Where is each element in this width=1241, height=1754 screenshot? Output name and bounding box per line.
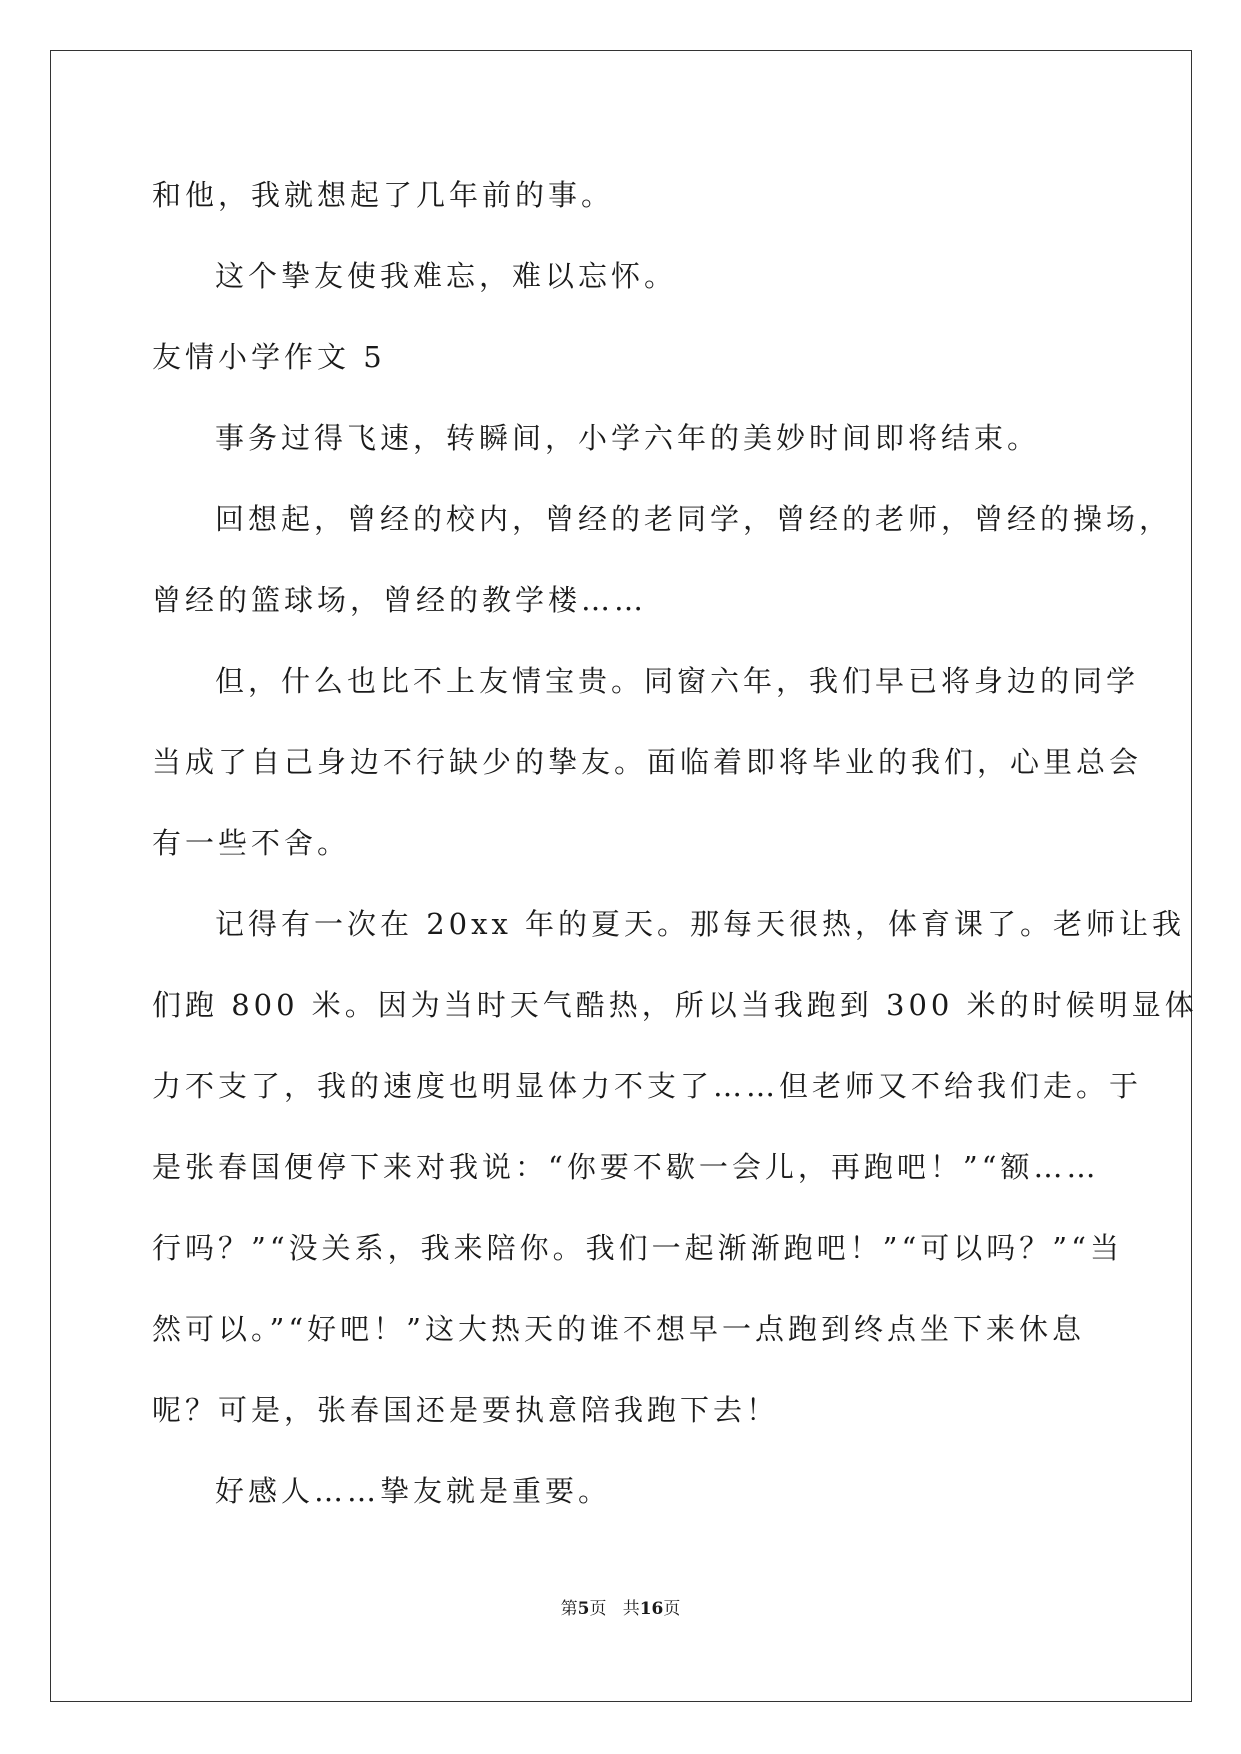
footer-total-prefix: 共 (622, 1599, 640, 1619)
page-number: 5 (577, 1599, 590, 1619)
text-line: 然可以。”“好吧！”这大热天的谁不想早一点跑到终点坐下来休息 (152, 1312, 1085, 1346)
text-line: 好感人……挚友就是重要。 (215, 1474, 612, 1508)
text-line: 有一些不舍。 (152, 826, 351, 860)
text-line: 但，什么也比不上友情宝贵。同窗六年，我们早已将身边的同学 (215, 664, 1140, 698)
footer-prefix: 第 (560, 1599, 578, 1619)
text-line: 力不支了，我的速度也明显体力不支了……但老师又不给我们走。于 (152, 1069, 1143, 1103)
text-line: 曾经的篮球场，曾经的教学楼…… (152, 583, 648, 617)
text-line: 和他，我就想起了几年前的事。 (152, 178, 615, 212)
footer-total-suffix: 页 (663, 1599, 681, 1619)
text-line: 呢？可是，张春国还是要执意陪我跑下去！ (152, 1393, 780, 1427)
document-body (152, 155, 1198, 1532)
text-line: 事务过得飞速，转瞬间，小学六年的美妙时间即将结束。 (215, 421, 1041, 455)
text-line: 这个挚友使我难忘，难以忘怀。 (215, 259, 678, 293)
page-footer (0, 1599, 1241, 1619)
total-pages: 16 (639, 1599, 664, 1619)
section-heading: 友情小学作文 5 (152, 340, 386, 374)
text-line: 是张春国便停下来对我说：“你要不歇一会儿，再跑吧！”“额…… (152, 1150, 1100, 1184)
text-line: 记得有一次在 20xx 年的夏天。那每天很热，体育课了。老师让我 (215, 907, 1186, 941)
text-line: 当成了自己身边不行缺少的挚友。面临着即将毕业的我们，心里总会 (152, 745, 1143, 779)
text-line: 回想起，曾经的校内，曾经的老同学，曾经的老师，曾经的操场， (215, 502, 1173, 536)
footer-page-suffix: 页 (589, 1599, 607, 1619)
text-line: 行吗？”“没关系，我来陪你。我们一起渐渐跑吧！”“可以吗？”“当 (152, 1231, 1123, 1265)
text-line: 们跑 800 米。因为当时天气酷热，所以当我跑到 300 米的时候明显体 (152, 988, 1198, 1022)
